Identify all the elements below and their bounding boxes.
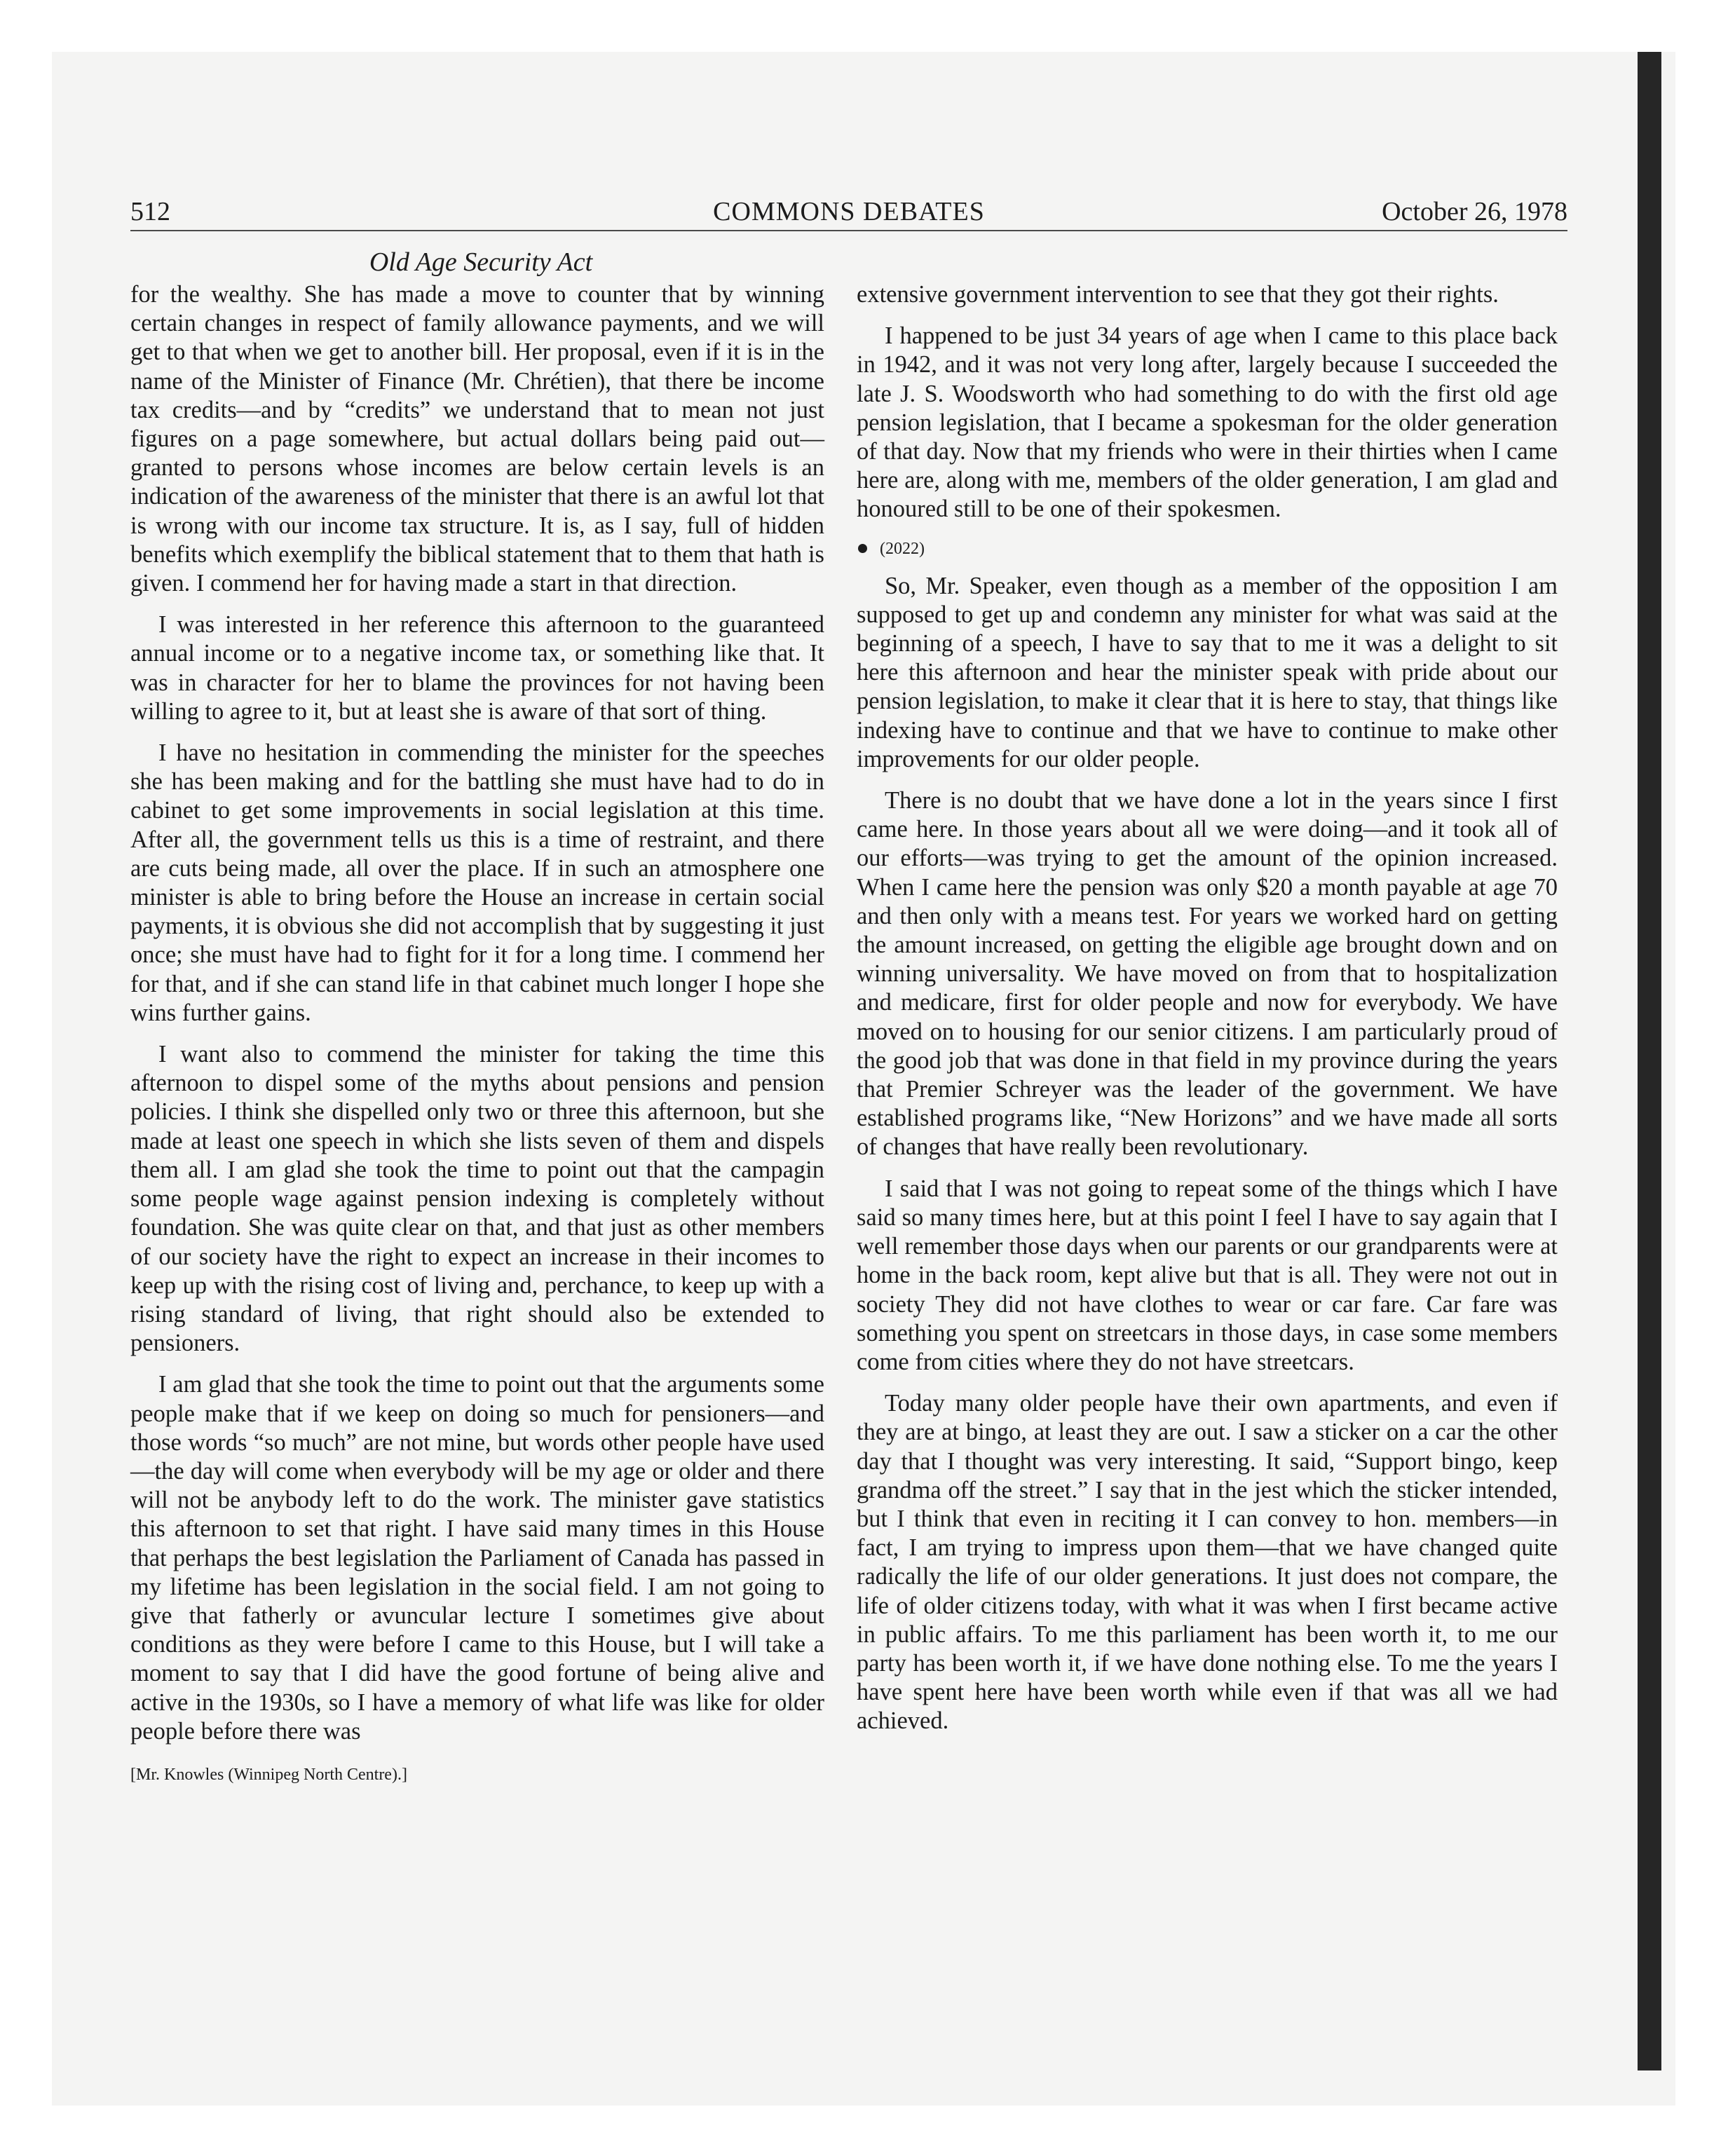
right-column <box>857 280 1558 1736</box>
paragraph: I have no hesitation in commending the minister for the speeches she has been making and for the battling she must have had to do in cabinet to get some improvements in social legislation at this time. After all, the government tells us this is a time of restraint, and there are cuts being made, all over the place. If in such an atmosphere one minister is able to bring before the House an increase in certain social payments, it is obvious she did not accomplish that by suggesting it just once; she must have had to fight for it for a long time. I commend her for that, and if she can stand life in that cabinet much longer I hope she wins further gains. <box>130 739 824 1026</box>
paragraph: Today many older people have their own apartments, and even if they are at bingo, at least they are out. I saw a sticker on a car the other day that I thought was very interesting. It said, “Support bingo, keep grandma off the street.” I say that in the jest which the sticker intended, but I think that even in reciting it I can convey to hon. members—in fact, I am trying to impress upon them—that we have changed quite radically the life of our older generations. It just does not compare, the life of older citizens today, with what it was when I first became active in public affairs. To me this parliament has been worth it, to me our party has been worth it, if we have done nothing else. To me the years I have spent here have been worth while even if that was all we had achieved. <box>857 1390 1558 1735</box>
time-marker-label: (2022) <box>880 539 925 558</box>
publication-title: COMMONS DEBATES <box>713 197 985 226</box>
paragraph: I want also to commend the minister for taking the time this afternoon to dispel some of the myths about pensions and pension policies. I think she dispelled only two or three this afternoon, but she made at least one speech in which she lists seven of them and dispels them all. I am glad she took the time to point out that the campagin some people wage against pension indexing is completely without foundation. She was quite clear on that, and that just as other members of our society have the right to expect an increase in their incomes to keep up with the rising cost of living and, perchance, to keep up with a rising standard of living, that right should also be extended to pensioners. <box>130 1041 824 1357</box>
page-number: 512 <box>130 197 170 226</box>
paragraph: I was interested in her reference this afternoon to the guaranteed annual income or to a negative income tax, or something like that. It was in character for her to blame the provinces for not having been willing to agree to it, but at least she is aware of that sort of thing. <box>130 611 824 725</box>
scan-edge-shadow <box>1638 52 1661 2070</box>
left-column <box>130 280 824 1785</box>
paragraph: There is no doubt that we have done a lot in the years since I first came here. In those years about all we were doing—and it took all of our efforts—was trying to get the amount of the opinion increased. When I came here the pension was only $20 a month payable at age 70 and then only with a means test. For years we worked hard on getting the amount increased, on getting the eligible age brought down and on winning universality. We have moved on from that to hospitalization and medicare, first for older people and now for everybody. We have moved on to housing for our senior citizens. I am particularly proud of the good job that was done in that field in my province during the years that Premier Schreyer was the leader of the government. We have established programs like, “New Horizons” and we have made all sorts of changes that have really been revolutionary. <box>857 787 1558 1161</box>
section-title: Old Age Security Act <box>369 247 593 277</box>
time-marker <box>857 538 1558 559</box>
paragraph: I am glad that she took the time to point out that the arguments some people make that if we keep on doing so much for pensioners—and those words “so much” are not mine, but words other people have used—the day will come when everybody will be my age or older and there will not be anybody left to do the work. The minister gave statistics this afternoon to set that right. I have said many times in this House that perhaps the best legislation the Parliament of Canada has passed in my lifetime has been legislation in the social field. I am not going to give that fatherly or avuncular lecture I sometimes give about conditions as they were before I came to this House, but I will take a moment to say that I did have the good fortune of being alive and active in the 1930s, so I have a memory of what life was like for older people before there was <box>130 1371 824 1745</box>
paragraph: for the wealthy. She has made a move to counter that by winning certain changes in respect of family allowance payments, and we will get to that when we get to another bill. Her proposal, even if it is in the name of the Minister of Finance (Mr. Chrétien), that there be income tax credits—and by “credits” we understand that to mean not just figures on a page somewhere, but actual dollars being paid out—granted to persons whose incomes are below certain levels is an indication of the awareness of the minister that there is an awful lot that is wrong with our income tax structure. It is, as I say, full of hidden benefits which exemplify the biblical statement that to them that hath is given. I commend her for having made a start in that direction. <box>130 281 824 597</box>
page-header <box>130 195 1567 231</box>
speaker-note: [Mr. Knowles (Winnipeg North Centre).] <box>130 1765 407 1784</box>
paragraph: So, Mr. Speaker, even though as a member of the opposition I am supposed to get up and condemn any minister for what was said at the beginning of a speech, I have to say that to me it was a delight to sit here this afternoon and hear the minister speak with pride about our pension legislation, to make it clear that it is here to stay, that things like indexing have to continue and that we have to continue to make other improvements for our older people. <box>857 572 1558 772</box>
header-date: October 26, 1978 <box>1382 197 1567 226</box>
bullet-icon <box>858 544 867 553</box>
paragraph: I said that I was not going to repeat some of the things which I have said so many times here, but at this point I feel I have to say again that I well remember those days when our parents or our grandparents were at home in the back room, kept alive but that is all. They were not out in society They did not have clothes to wear or car fare. Car fare was something you spent on streetcars in those days, in case some members come from cities where they do not have streetcars. <box>857 1175 1558 1375</box>
paragraph: extensive government intervention to see that they got their rights. <box>857 281 1499 308</box>
paragraph: I happened to be just 34 years of age when I came to this place back in 1942, and it was not very long after, largely because I succeeded the late J. S. Woodsworth who had something to do with the first old age pension legislation, that I became a spokesman for the older generation of that day. Now that my friends who were in their thirties when I came here are, along with me, members of the older generation, I am glad and honoured still to be one of their spokesmen. <box>857 322 1558 523</box>
